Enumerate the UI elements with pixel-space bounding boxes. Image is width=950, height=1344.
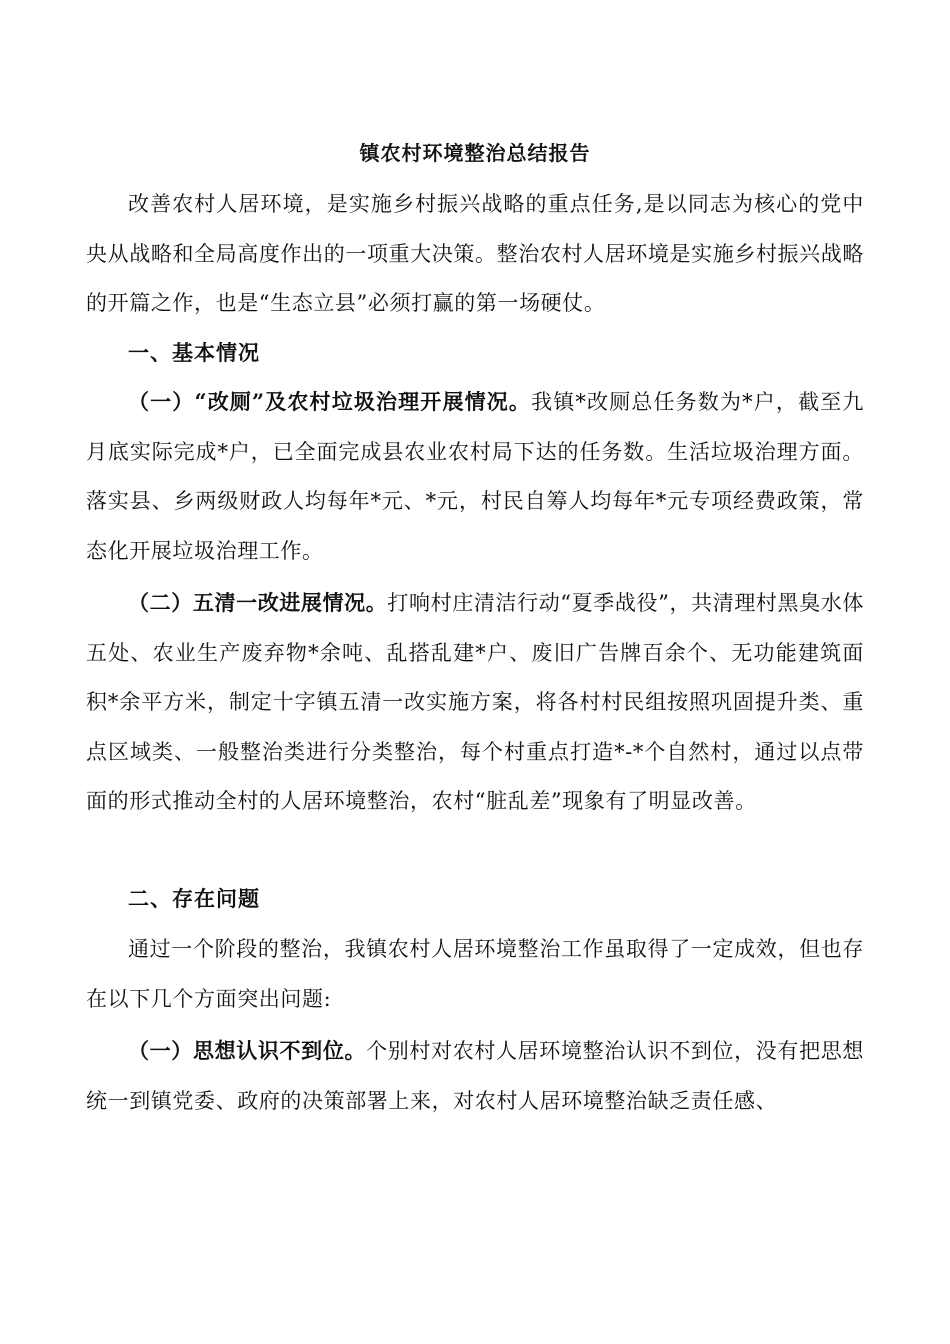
section-1-item-1-body: 我镇*改厕总任务数为*户，截至九月底实际完成*户，已全面完成县农业农村局下达的任务数。生活垃圾治理方面。落实县、乡两级财政人均每年*元、*元，村民自筹人均每年*元专项经费政策，常态化开展垃圾治理工作。 (86, 390, 864, 563)
section-1-heading: 一、基本情况 (128, 340, 260, 365)
intro-paragraph: 改善农村人居环境，是实施乡村振兴战略的重点任务,是以同志为核心的党中央从战略和全局高度作出的一项重大决策。整治农村人居环境是实施乡村振兴战略的开篇之作，也是“生态立县”必须打赢的第一场硬仗。 (86, 192, 864, 315)
section-2-item-1-title: （一）思想认识不到位。 (128, 1038, 367, 1063)
section-2-item-1-paragraph (86, 1026, 864, 1126)
section-1-item-2-title: （二）五清一改进展情况。 (128, 590, 388, 615)
section-1-item-2-body: 打响村庄清洁行动“夏季战役”，共清理村黑臭水体五处、农业生产废弃物*余吨、乱搭乱建*户、废旧广告牌百余个、无功能建筑面积*余平方米，制定十字镇五清一改实施方案，将各村村民组按照巩固提升类、重点区域类、一般整治类进行分类整治，每个村重点打造*-*个自然村，通过以点带面的形式推动全村的人居环境整治，农村“脏乱差”现象有了明显改善。 (86, 591, 864, 813)
section-2-intro-paragraph: 通过一个阶段的整治，我镇农村人居环境整治工作虽取得了一定成效，但也存在以下几个方面突出问题: (86, 937, 864, 1011)
section-2-item-1-body: 个别村对农村人居环境整治认识不到位，没有把思想统一到镇党委、政府的决策部署上来，对农村人居环境整治缺乏责任感、 (86, 1039, 864, 1113)
section-1-item-2-paragraph (86, 578, 864, 827)
section-2-heading: 二、存在问题 (128, 886, 260, 911)
section-1-item-1-paragraph (86, 377, 864, 576)
document-title: 镇农村环境整治总结报告 (359, 141, 591, 165)
section-1-item-1-title: （一）“改厕”及农村垃圾治理开展情况。 (128, 389, 532, 414)
